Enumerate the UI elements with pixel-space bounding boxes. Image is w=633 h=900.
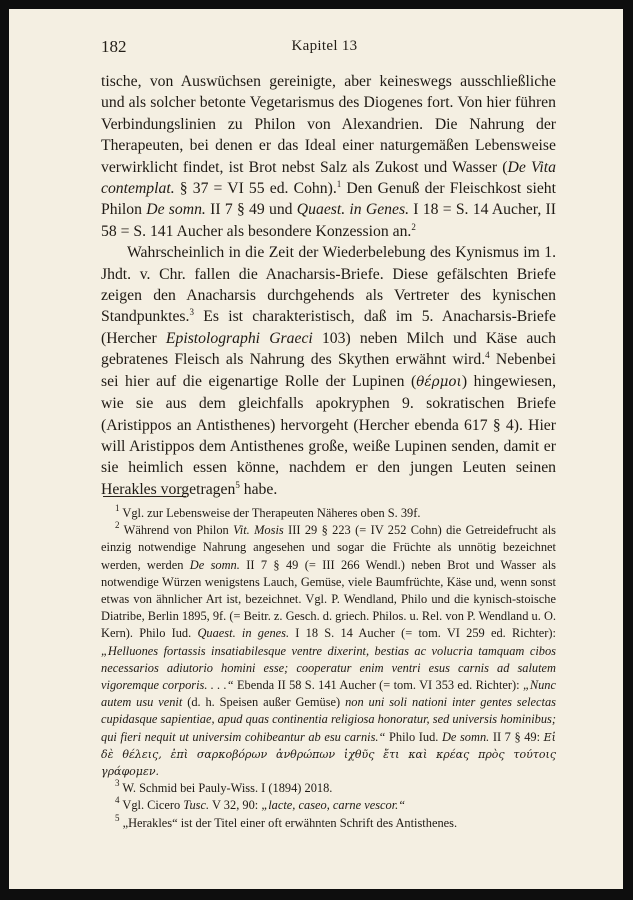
footnote-ref: 1 xyxy=(336,179,342,190)
footnote-ref: 2 xyxy=(411,221,416,232)
greek-quote: Εἰ δὲ θέλεις, ἐπὶ σαρκοβόρων ἀνθρώπων ἰχθῦς ἔτι καὶ κρέας πρὸς τούτοις γράφομεν. xyxy=(101,730,556,779)
page-number: 182 xyxy=(101,37,127,56)
footnote-4: $^4$ Vgl. Cicero Tusc. V 32, 90: „lacte, caseo, carne vescor.“ xyxy=(115,795,406,813)
greek-word: θέρμοι xyxy=(416,373,462,390)
footnote-5: $^5$ „Herakles“ ist der Titel einer oft erwähnten Schrift des Antisthenes. xyxy=(115,812,458,830)
page-header xyxy=(101,37,548,57)
footnote-ref: 5 xyxy=(235,479,240,490)
footnote-rule xyxy=(103,496,186,497)
footnote-3: $^3$ W. Schmid bei Pauly-Wiss. I (1894) 2018. xyxy=(115,778,333,796)
main-text xyxy=(101,71,556,500)
book-page xyxy=(9,9,623,889)
paragraph: tische, von Auswüchsen gereinigte, aber keineswegs ausschließliche und als solcher betonte Vegetarismus des Diogenes fort. Von hier führen Verbindungslinien zu Philon von Alexandrien. Die Nahrung der Therapeuten, bei denen er das Ideal einer naturgemäßen Lebensweise verwirklicht findet, ist Brot nebst Salz als Zukost und Wasser (De Vita contemplat. § 37 = VI 55 ed. Cohn).$^1$ Den Genuß der Fleischkost sieht Philon De somn. II 7 § 49 und Quaest. in Genes. I 18 = S. 14 Aucher, II 58 = S. 141 Aucher als besondere Konzession an.$^2$ xyxy=(101,73,556,240)
footnote-1: $^1$ Vgl. zur Lebensweise der Therapeuten Näheres oben S. 39f. xyxy=(115,503,421,520)
footnotes xyxy=(101,505,556,832)
running-head: Kapitel 13 xyxy=(291,38,358,54)
footnote-ref: 3 xyxy=(189,307,194,318)
paragraph: Wahrscheinlich in die Zeit der Wiederbelebung des Kynismus im 1. Jhdt. v. Chr. fallen die Anacharsis-Briefe. Diese gefälschten Briefe zeigen den Anacharsis durchgehends als Vertreter des kynischen Standpunktes.$^3$ Es ist charakteristisch, daß im 5. Anacharsis-Briefe (Hercher Epistolographi Graeci 103) neben Milch und Käse auch gebratenes Fleisch als Nahrung des Skythen erwähnt wird.$^4$ Nebenbei sei hier auf die eigenartige Rolle der Lupinen (θέρμοι) hingewiesen, wie sie aus dem gleichfalls apokryphen 9. sokratischen Briefe (Aristippos an Antisthenes) hervorgeht (Hercher ebenda 617 § 4). Hier will Aristippos dem Antisthenes große, weiße Lupinen senden, damit er sie heimlich essen könne, nachdem er den jungen Leuten seinen Herakles vorgetragen$^5$ habe. xyxy=(101,244,557,498)
footnote-2: $^2$ Während von Philon Vit. Mosis III 29 § 223 (= IV 252 Cohn) die Getreidefrucht als einzig notwendige Nahrung angesehen und sogar die Früchte als unnötig bezeichnet werden, werden De somn. II 7 § 49 (= III 266 Wendl.) neben Brot und Wasser als notwendige Würzen wenigstens Lauch, Gemüse, viele Baumfrüchte, Käse und, wenn sonst etwas von ähnlicher Art ist, bezeichnet. Vgl. P. Wendland, Philo und die kynisch-stoische Diatribe, Berlin 1895, 9f. (= Beitr. z. Gesch. d. griech. Philos. u. Rel. von P. Wendland u. O. Kern). Philo Iud. Quaest. in genes. I 18 S. 14 Aucher (= tom. VI 259 ed. Richter): „Helluones fortassis insatiabilesque ventre dixerint, bestias ac volucria tamquam cibos necessarios adiutorio homini esse; cooperatur enim ventri esus carnis ad salutem vigoremque corporis. . . .“ Ebenda II 58 S. 141 Aucher (= tom. VI 353 ed. Richter): „Nunc autem usu venit (d. h. Speisen außer Gemüse) non uni soli nationi inter gentes selectas cupidasque sapientiae, apud quas continentia religiosa honoratur, sed universis hominibus; qui fieri nequit ut universim cohibeantur ab esu carnis.“ Philo Iud. De somn. II 7 § 49: Εἰ δὲ θέλεις, ἐπὶ σαρκοβόρων ἀνθρώπων ἰχθῦς ἔτι καὶ κρέας πρὸς τούτοις γράφομεν. xyxy=(101,520,557,779)
footnote-ref: 4 xyxy=(485,350,490,361)
